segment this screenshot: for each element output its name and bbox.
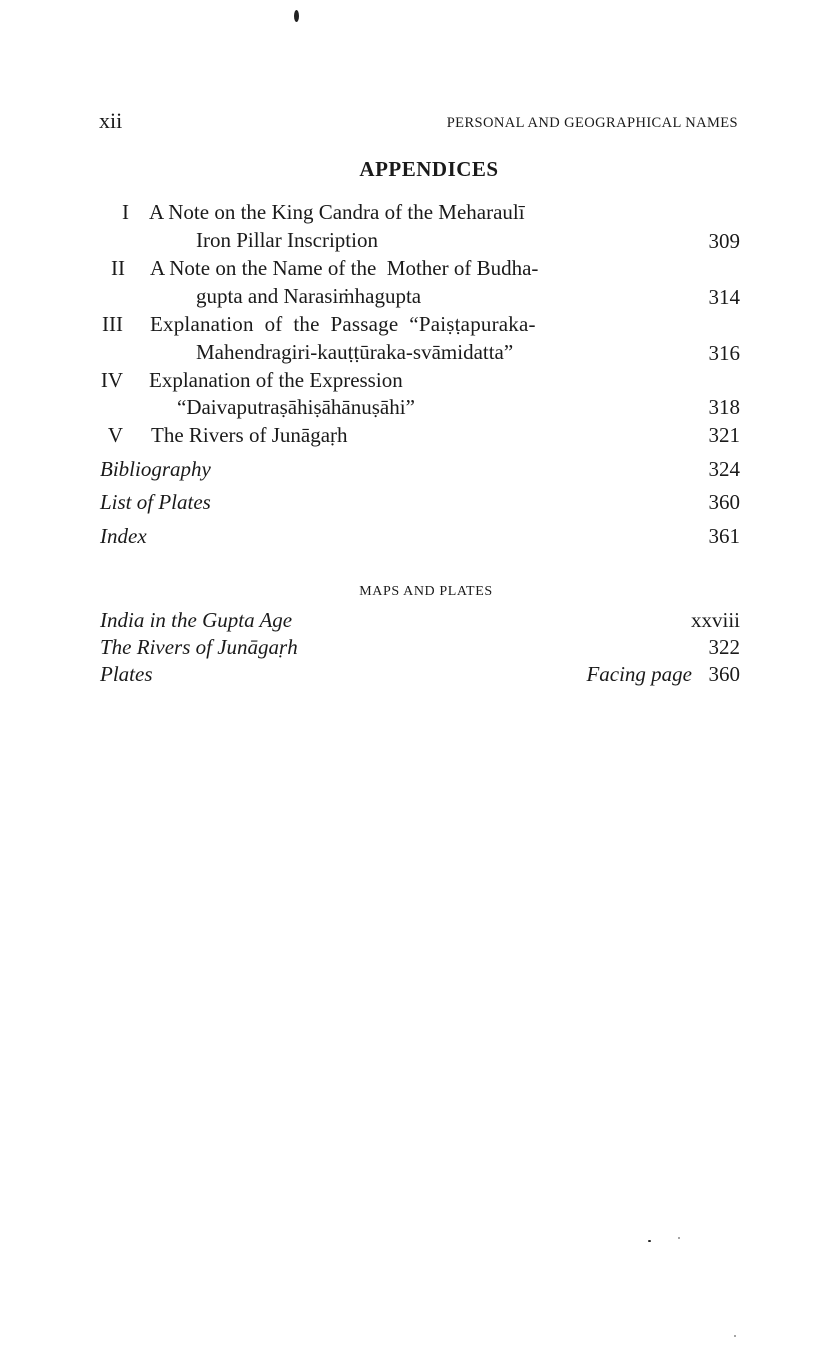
facing-page-label: Facing page (586, 662, 692, 686)
appendix-numeral: II (111, 256, 125, 280)
appendix-page: 314 (708, 285, 740, 309)
map-item-label: The Rivers of Junāgaṛh (100, 635, 298, 659)
bibliography-label: Bibliography (100, 457, 211, 481)
map-item-page: xxviii (690, 608, 740, 632)
appendix-numeral: V (107, 423, 123, 447)
index-label: Index (100, 524, 147, 548)
appendix-title-line: A Note on the Name of the Mother of Budha- (150, 256, 539, 280)
plates-page: 360 (708, 662, 740, 686)
scan-speck (648, 1240, 651, 1242)
appendix-page: 309 (708, 229, 740, 253)
appendix-title-line: Mahendragiri-kauṭṭūraka-svāmidatta” (196, 340, 514, 364)
appendix-numeral: IV (100, 368, 123, 392)
scan-speck (678, 1237, 680, 1239)
map-item-page: 322 (708, 635, 740, 659)
appendix-title-line: Iron Pillar Inscription (196, 228, 378, 252)
appendix-numeral: I (122, 200, 129, 224)
appendix-page: 316 (708, 341, 740, 365)
appendix-title-line: A Note on the King Candra of the Meharaulī (149, 200, 525, 224)
page-number: xii (99, 108, 123, 133)
index-page: 361 (708, 524, 740, 548)
appendices-title: APPENDICES (359, 157, 499, 181)
bibliography-page: 324 (708, 457, 740, 481)
appendix-title-line: Explanation of the Passage “Paiṣṭapuraka- (150, 312, 536, 336)
scan-speck (734, 1335, 736, 1337)
map-item-label: India in the Gupta Age (100, 608, 293, 632)
appendix-numeral: III (102, 312, 123, 336)
running-title: PERSONAL AND GEOGRAPHICAL NAMES (446, 115, 738, 131)
appendix-title-line: The Rivers of Junāgaṛh (151, 423, 348, 447)
list-of-plates-page: 360 (708, 490, 740, 514)
appendix-page: 318 (708, 395, 740, 419)
scan-speck (294, 10, 299, 22)
appendix-title-line: Explanation of the Expression (149, 368, 403, 392)
appendix-title-line: “Daivaputraṣāhiṣāhānuṣāhi” (177, 395, 415, 419)
list-of-plates-label: List of Plates (100, 490, 211, 514)
plates-label: Plates (100, 662, 153, 686)
appendix-title-line: gupta and Narasiṁhagupta (196, 284, 422, 308)
appendix-page: 321 (708, 423, 740, 447)
maps-and-plates-title: MAPS AND PLATES (359, 584, 493, 599)
